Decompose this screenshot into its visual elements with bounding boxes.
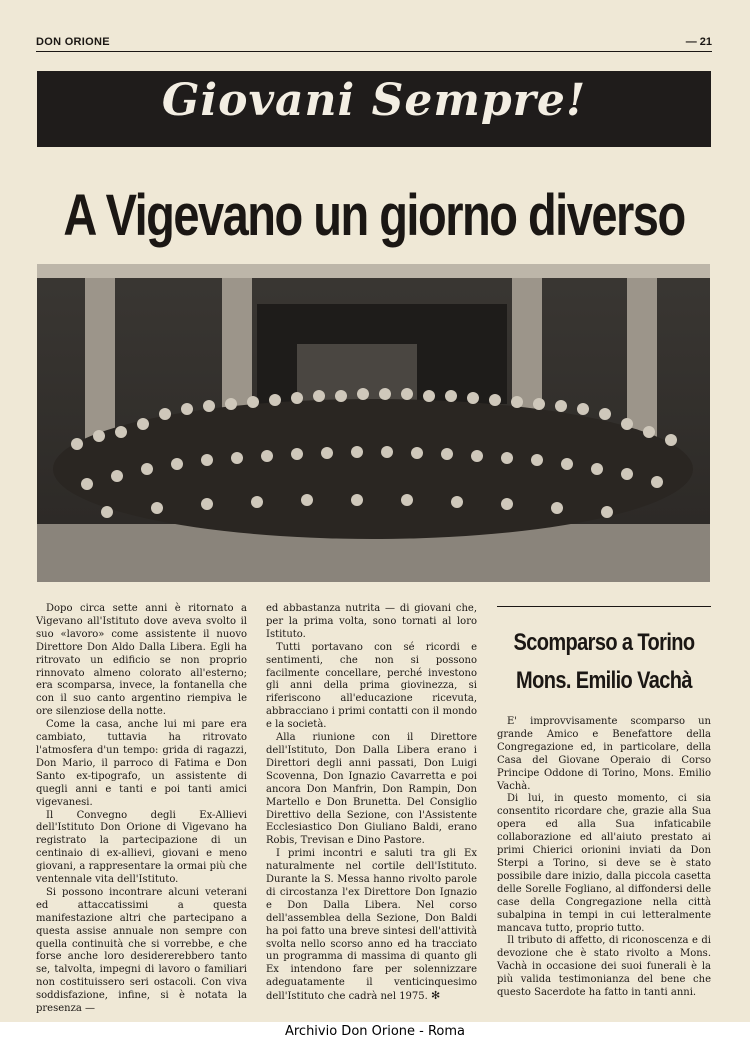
paragraph: Il tributo di affetto, di riconoscenza e di devozione che è stato rivolto a Mons. Vachà in occasione dei suoi funerali è la più valida testimonianza del bene che questo Sacerdote ha fatto in tanti anni. [497, 935, 711, 999]
article-column-2 [266, 603, 477, 1004]
paragraph: E' improvvisamente scomparso un grande Amico e Benefattore della Congregazione ed, in particolare, della Casa del Giovane Operaio di Corso Principe Oddone di Torino, Mons. Emilio Vachà. [497, 716, 711, 792]
archive-footer [0, 1022, 750, 1043]
obituary-title [497, 624, 711, 700]
paragraph: Dopo circa sette anni è ritornato a Vigevano all'Istituto dove aveva svolto il suo «lavoro» come assistente il nuovo Direttore Don Aldo Dalla Libera. Egli ha ritrovato un edificio se non proprio rinnovato almeno colorato all'esterno; era scomparsa, invece, la fontanella che con il suo canto argentino riempiva le ore silenziose della notte. [36, 603, 247, 718]
section-banner [37, 71, 711, 147]
sidebar-rule [497, 606, 711, 607]
article-column-1 [36, 603, 247, 1016]
paragraph-text: I primi incontri e saluti tra gli Ex naturalmente nel cortile dell'Istituto. Durante la S. Messa hanno rivolto parole di circostanza l'ex Direttore Don Ignazio e Don Dalla Libera. Nel corso dell'assemblea della Sezione, Don Baldi ha poi fatto una breve sintesi dell'attività svolta nello scorso anno ed ha tracciato un programma di massima di quanto gli Ex intendono fare per solennizzare adeguatamente il venticinquesimo dell'Istituto che cadrà nel 1975. [266, 848, 477, 1003]
header-rule [36, 51, 712, 52]
obituary-title-line-1: Scomparso a Torino [513, 629, 695, 657]
paragraph: Si possono incontrare alcuni veterani ed attaccatissimi a questa manifestazione altri che partecipano a questa assise annuale non sempre con quella continuità che si vorrebbe, e che forse anche loro desidererebbero tanto se, talvolta, impegni di lavoro o familiari non costituissero seri ostacoli. Con viva soddisfazione, infine, si è notata la presenza — [36, 886, 247, 1015]
article-headline: A Vigevano un giorno diverso [63, 181, 685, 248]
group-photo [37, 264, 710, 582]
paragraph: Il Convegno degli Ex-Allievi dell'Istituto Don Orione di Vigevano ha registrato la partecipazione di un centinaio di ex-allievi, giovani e meno giovani, a rappresentare la ormai più che ventennale vita dell'Istituto. [36, 809, 247, 886]
paragraph: Tutti portavano con sé ricordi e sentimenti, che non si possono facilmente concellare, perché investono gli anni della prima giovinezza, si riferiscono all'educazione ricevuta, abbracciano i primi contatti con il mondo e la società. [266, 641, 477, 731]
archive-label: Archivio Don Orione - Roma [284, 1024, 466, 1039]
banner-title: Giovani Sempre! [161, 75, 587, 126]
paragraph [266, 848, 477, 1004]
obituary-column [497, 716, 711, 1000]
page-number: — 21 [685, 36, 712, 48]
magazine-name: DON ORIONE [36, 36, 110, 48]
paragraph: Di lui, in questo momento, ci sia consentito ricordare che, grazie alla Sua opera ed alla Sua infaticabile collaborazione ed all'aiuto prestato ai primi Chierici orionini inviati da Don Sterpi a Torino, si deve se è stato possibile dare inizio, dalla piccola casetta delle Sorelle Fogliano, al diffondersi delle case della Congregazione nella città subalpina in tempi in cui letteralmente mancava tutto, proprio tutto. [497, 793, 711, 934]
end-mark-icon: ✻ [431, 989, 441, 1003]
running-head [36, 36, 712, 52]
paragraph: Come la casa, anche lui mi pare era cambiato, tuttavia ha ritrovato l'atmosfera d'un tempo: grida di ragazzi, Don Mario, il parroco di Fatima e Don Santo ex-tipografo, un assistente di quegli anni e tanti e poi tanti amici vigevanesi. [36, 719, 247, 808]
paragraph: ed abbastanza nutrita — di giovani che, per la prima volta, sono tornati al loro Istituto. [266, 603, 477, 640]
paragraph: Alla riunione con il Direttore dell'Istituto, Don Dalla Libera erano i Direttori degli anni passati, Don Luigi Scovenna, Don Ignazio Cavarretta e poi ancora Don Manfrin, Don Rampin, Don Martello e Don Brunetta. Del Consiglio Direttivo della Sezione, con l'Assistente Ecclesiastico Don Giuliano Baldi, erano Robis, Trevisan e Dino Pastore. [266, 732, 477, 847]
group-photo-illustration [37, 264, 710, 582]
obituary-title-line-2: Mons. Emilio Vachà [516, 667, 692, 695]
